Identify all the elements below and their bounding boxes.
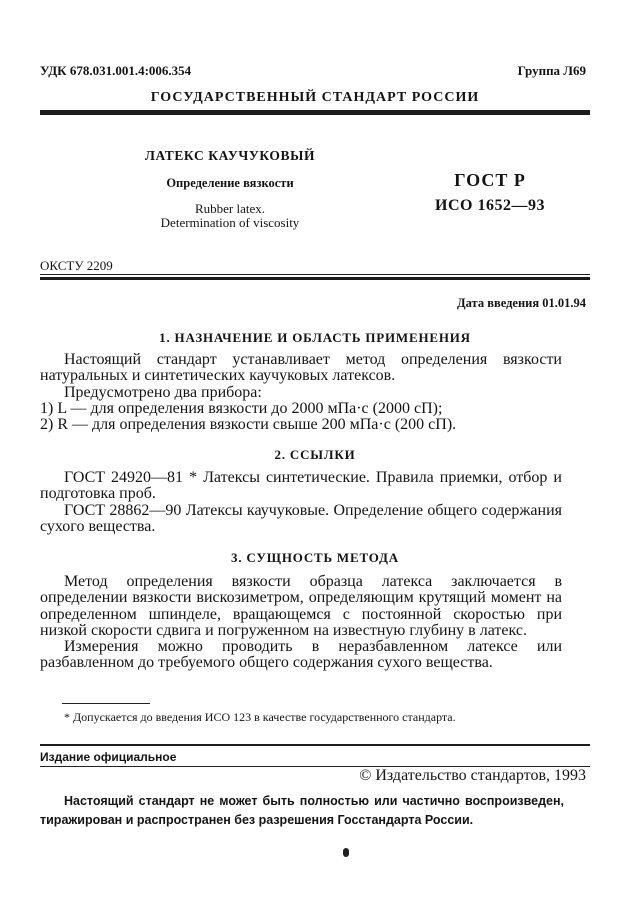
- section-1-paragraph: Настоящий стандарт устанавливает метод определения вязкости натуральных и синтетических каучуковых латексов.: [40, 351, 562, 385]
- edition-label: Издание официальное: [40, 750, 177, 764]
- section-3-heading: 3. СУЩНОСТЬ МЕТОДА: [231, 550, 399, 565]
- document-title: ЛАТЕКС КАУЧУКОВЫЙ: [144, 148, 316, 163]
- organization-heading: ГОСУДАРСТВЕННЫЙ СТАНДАРТ РОССИИ: [150, 90, 480, 105]
- document-subtitle: Определение вязкости: [166, 176, 294, 190]
- section-1-list-item: 2) R — для определения вязкости свыше 200 мПа·с (200 сП).: [40, 416, 457, 434]
- standard-number-line-1: ГОСТ Р: [454, 170, 526, 190]
- copyright-notice: © Издательство стандартов, 1993: [359, 767, 586, 784]
- header-rule: [40, 110, 590, 115]
- footer-rule: [40, 744, 590, 746]
- english-title-line-1: Rubber latex.: [194, 201, 266, 216]
- effective-date: Дата введения 01.01.94: [457, 296, 586, 310]
- section-1-list-item: 1) L — для определения вязкости до 2000 мПа·с (2000 сП);: [40, 399, 443, 417]
- okstu-rule: [40, 274, 590, 275]
- rights-notice: Настоящий стандарт не может быть полностью или частично воспроизведен, тиражирован и распространен без разрешения Госстандарта России.: [40, 794, 564, 827]
- section-3-paragraph: Измерения можно проводить в неразбавленном латексе или разбавленном до требуемого общего содержания сухого вещества.: [40, 638, 562, 672]
- section-3-paragraph: Метод определения вязкости образца латекса заключается в определении вязкости вискозиметром, определяющим крутящий момент на определенном шпинделе, вращающемся с постоянной скоростью при низкой скорости сдвига и погруженном на известную глубину в латекс.: [40, 573, 562, 639]
- section-1-heading: 1. НАЗНАЧЕНИЕ И ОБЛАСТЬ ПРИМЕНЕНИЯ: [159, 330, 471, 345]
- footnote: * Допускается до введения ИСО 123 в качестве государственного стандарта.: [64, 710, 456, 724]
- udk-code: УДК 678.031.001.4:006.354: [40, 63, 192, 78]
- section-1-paragraph: Предусмотрено два прибора:: [64, 383, 262, 401]
- section-2-heading: 2. ССЫЛКИ: [274, 447, 356, 462]
- section-1-body: [40, 352, 562, 433]
- section-2-paragraph: ГОСТ 28862—90 Латексы каучуковые. Определение общего содержания сухого вещества.: [40, 501, 562, 535]
- english-title-line-2: Determination of viscosity: [160, 215, 300, 230]
- okstu-rule-thick: [40, 277, 590, 280]
- footnote-rule: [62, 703, 150, 704]
- section-2-paragraph: ГОСТ 24920—81 * Латексы синтетические. Правила приемки, отбор и подготовка проб.: [40, 469, 562, 503]
- section-2-body: [40, 470, 562, 535]
- page-dot: [343, 848, 349, 857]
- standard-number-line-2: ИСО 1652—93: [435, 197, 545, 214]
- section-3-body: [40, 574, 562, 672]
- okstu-code: ОКСТУ 2209: [40, 258, 113, 273]
- group-code: Группа Л69: [517, 63, 586, 78]
